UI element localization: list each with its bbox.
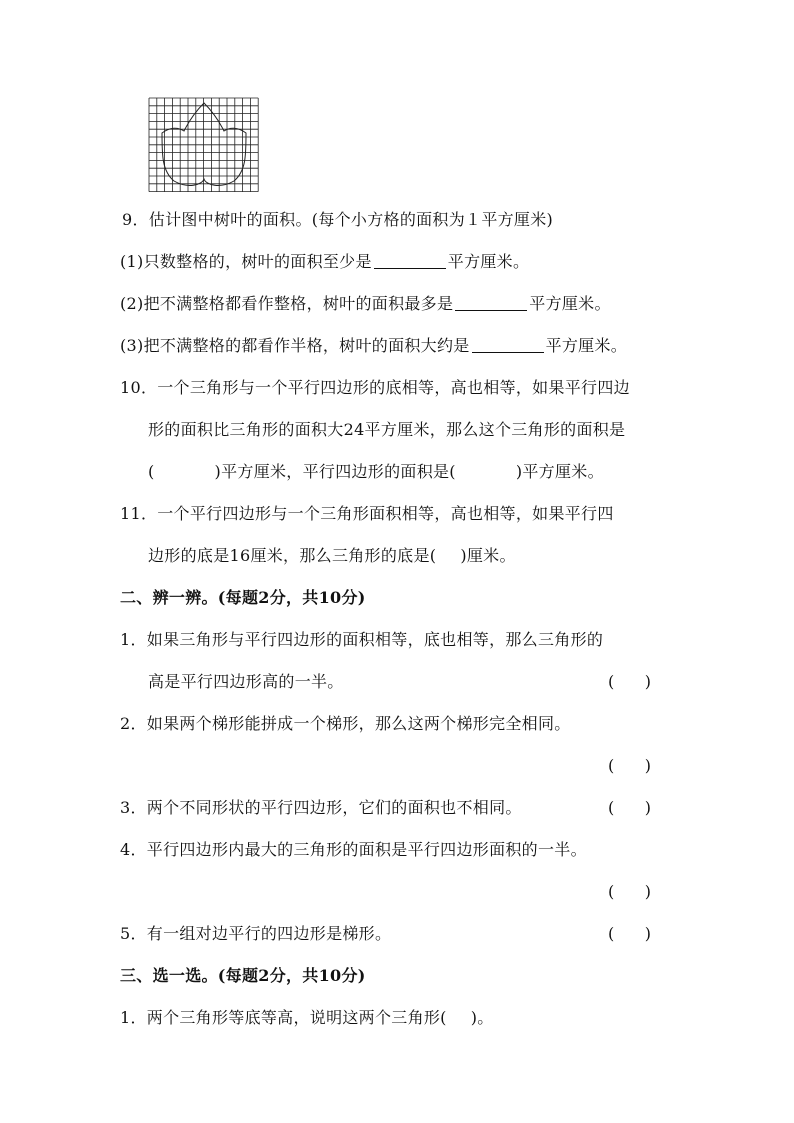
q9-part3-unit: 平方厘米。 bbox=[545, 336, 628, 355]
q9-part3-text: (3)把不满整格的都看作半格，树叶的面积大约是 bbox=[120, 336, 470, 355]
leaf-grid-svg bbox=[148, 97, 260, 197]
q9-part2-blank[interactable] bbox=[455, 294, 527, 311]
q10-line3-end: )平方厘米。 bbox=[515, 462, 604, 481]
q9-part1 bbox=[120, 251, 529, 273]
leaf-outline bbox=[162, 103, 246, 185]
q9-part2-text: (2)把不满整格都看作整格，树叶的面积最多是 bbox=[120, 294, 454, 313]
s2-item4-line1: 4．平行四边形内最大的三角形的面积是平行四边形面积的一半。 bbox=[120, 840, 587, 859]
q10-line3-middle: )平方厘米，平行四边形的面积是( bbox=[214, 462, 456, 481]
leaf-grid-figure bbox=[148, 97, 260, 201]
s2-item3-answer[interactable]: ( ) bbox=[608, 798, 651, 817]
q9-part3-blank[interactable] bbox=[472, 336, 544, 353]
q10-line1: 10．一个三角形与一个平行四边形的底相等，高也相等，如果平行四边 bbox=[120, 378, 630, 397]
q11-line2-text: 边形的底是16厘米，那么三角形的底是( bbox=[148, 546, 437, 565]
q11-line1: 11．一个平行四边形与一个三角形面积相等，高也相等，如果平行四 bbox=[120, 504, 614, 523]
q9-stem: 9．估计图中树叶的面积。(每个小方格的面积为１平方厘米) bbox=[122, 210, 554, 229]
s2-item5-line1: 5．有一组对边平行的四边形是梯形。 bbox=[120, 924, 392, 943]
q9-part2-unit: 平方厘米。 bbox=[529, 294, 611, 313]
q9-part2 bbox=[120, 293, 611, 315]
section3-title: 三、选一选。(每题2分，共10分) bbox=[120, 966, 366, 985]
q9-part1-text: (1)只数整格的，树叶的面积至少是 bbox=[120, 252, 372, 271]
q10-paren-open-1: ( bbox=[148, 462, 155, 481]
s2-item3-line1: 3．两个不同形状的平行四边形，它们的面积也不相同。 bbox=[120, 798, 522, 817]
s2-item4-answer[interactable]: ( ) bbox=[608, 882, 651, 901]
s3-item1 bbox=[120, 1007, 494, 1029]
s2-item1-line2: 高是平行四边形高的一半。 bbox=[148, 672, 344, 691]
q10-line3 bbox=[148, 461, 604, 483]
s2-item2-answer[interactable]: ( ) bbox=[608, 756, 651, 775]
s2-item1-answer[interactable]: ( ) bbox=[608, 672, 651, 691]
q11-line2-end: )厘米。 bbox=[460, 546, 516, 565]
q11-line2 bbox=[148, 545, 516, 567]
q9-part1-unit: 平方厘米。 bbox=[447, 252, 530, 271]
s3-item1-text: 1．两个三角形等底等高，说明这两个三角形( bbox=[120, 1008, 447, 1027]
q9-part1-blank[interactable] bbox=[374, 252, 446, 269]
s2-item2-line1: 2．如果两个梯形能拼成一个梯形，那么这两个梯形完全相同。 bbox=[120, 714, 571, 733]
s2-item1-line1: 1．如果三角形与平行四边形的面积相等，底也相等，那么三角形的 bbox=[120, 630, 604, 649]
grid-lines bbox=[149, 98, 258, 192]
q9-part3 bbox=[120, 335, 627, 357]
s3-item1-end: )。 bbox=[470, 1008, 494, 1027]
section2-title: 二、辨一辨。(每题2分，共10分) bbox=[120, 588, 366, 607]
q10-line2: 形的面积比三角形的面积大24平方厘米，那么这个三角形的面积是 bbox=[148, 420, 626, 439]
s2-item5-answer[interactable]: ( ) bbox=[608, 924, 651, 943]
